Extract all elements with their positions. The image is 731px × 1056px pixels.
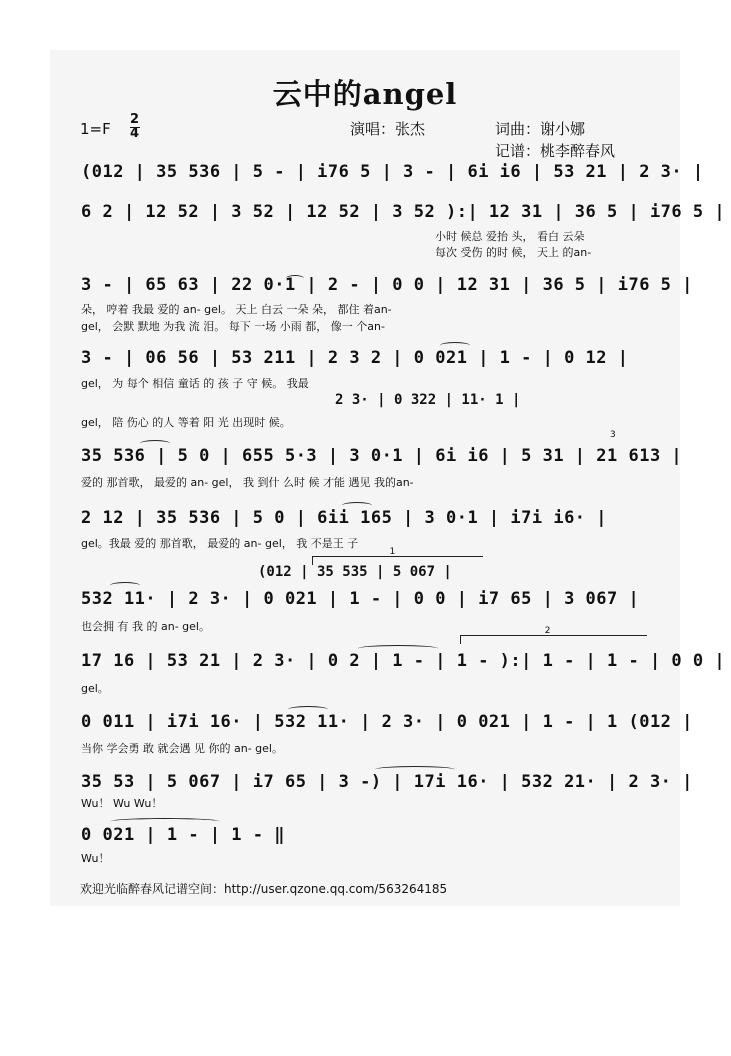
triplet-label: 3 <box>610 430 616 440</box>
score-sheet <box>50 50 726 906</box>
score-row-4: 3 - | 06 56 | 53 211 | 2 3 2 | 0 021 | 1 - | 0 12 | <box>81 348 629 368</box>
lyric-row-10-line-1: Wu！ Wu Wu！ <box>81 797 163 810</box>
tie-mark-3 <box>342 502 372 509</box>
triplet-mark <box>286 275 304 282</box>
lyric-row-3-line-2: gel， 会默 默地 为我 流 泪。 每下 一场 小雨 都， 像一 个an- <box>81 320 385 333</box>
tie-mark-8 <box>110 818 220 825</box>
tie-mark-4 <box>110 582 140 589</box>
lyric-row-4-line-2: gel， 陪 伤心 的人 等着 阳 光 出现时 候。 <box>81 416 291 429</box>
lyric-row-11-line-1: Wu！ <box>81 852 110 865</box>
score-row-8: 17 16 | 53 21 | 2 3· | 0 2 | 1 - | 1 - ):| 1 - | 1 - | 0 0 | <box>81 651 726 671</box>
lyric-row-3-line-1: 朵， 哼着 我最 爱的 an- gel。 天上 白云 一朵 朵， 都住 着an- <box>81 303 392 316</box>
lyric-row-9-line-1: 当你 学会勇 敢 就会遇 见 你的 an- gel。 <box>81 742 283 755</box>
score-row-2: 6 2 | 12 52 | 3 52 | 12 52 | 3 52 ):| 12 31 | 36 5 | i76 5 | <box>81 202 726 222</box>
score-row-1: (012 | 35 536 | 5 - | i76 5 | 3 - | 6i i6 | 53 21 | 2 3· | <box>81 162 704 182</box>
key-signature: 1=F <box>80 120 111 138</box>
footer-text: 欢迎光临醉春风记谱空间：http://user.qzone.qq.com/563264185 <box>80 882 448 896</box>
volta-1-label: 1 <box>389 547 396 557</box>
score-row-9: 0 011 | i7i 16· | 532 11· | 2 3· | 0 021 | 1 - | 1 (012 | <box>81 712 693 732</box>
lyric-row-5-line-1: 爱的 那首歌， 最爱的 an- gel， 我 到什 么时 候 才能 遇见 我的an- <box>81 476 414 489</box>
volta-2-bracket <box>460 626 647 644</box>
tie-mark-5 <box>358 645 438 652</box>
lyric-row-6-line-1: gel。我最 爱的 那首歌， 最爱的 an- gel， 我 不是王 子 <box>81 537 359 550</box>
lyric-row-2-line-2: 每次 受伤 的时 候， 天上 的an- <box>435 246 592 259</box>
alternate-melody-row-4: 2 3· | 0 322 | 11· 1 | <box>335 392 521 408</box>
singer-credit: 演唱：张杰 <box>350 120 426 138</box>
transcriber-credit: 记谱：桃李醉春风 <box>495 142 616 160</box>
lyric-row-2-line-1: 小时 候总 爱抬 头， 看白 云朵 <box>435 230 585 243</box>
time-signature-top: 2 <box>130 112 140 127</box>
volta-2-label: 2 <box>544 626 551 636</box>
score-row-11: 0 021 | 1 - | 1 - ‖ <box>81 825 285 845</box>
alternate-melody-row-7: (012 | 35 535 | 5 067 | <box>258 564 452 580</box>
lyric-row-8-line-1: gel。 <box>81 682 109 695</box>
lyric-row-7-line-1: 也会拥 有 我 的 an- gel。 <box>81 620 210 633</box>
score-row-3: 3 - | 65 63 | 22 0·1 | 2 - | 0 0 | 12 31 | 36 5 | i76 5 | <box>81 275 693 295</box>
time-signature-bottom: 4 <box>130 126 140 141</box>
song-title: 云中的angel <box>272 77 458 111</box>
lyricist-composer-credit: 词曲：谢小娜 <box>495 120 586 138</box>
score-row-5: 35 536 | 5 0 | 655 5·3 | 3 0·1 | 6i i6 | 5 31 | 21 613 | <box>81 446 683 466</box>
lyric-row-4-line-1: gel， 为 每个 相信 童话 的 孩 子 守 候。 我最 <box>81 377 309 390</box>
tie-mark-2 <box>140 440 170 447</box>
score-row-10: 35 53 | 5 067 | i7 65 | 3 -) | 17i 16· | 532 21· | 2 3· | <box>81 772 693 792</box>
tie-mark-7 <box>375 766 455 773</box>
score-row-7: 532 11· | 2 3· | 0 021 | 1 - | 0 0 | i7 65 | 3 067 | <box>81 589 640 609</box>
tie-mark <box>440 342 470 349</box>
score-row-6: 2 12 | 35 536 | 5 0 | 6ii 165 | 3 0·1 | i7i i6· | <box>81 508 608 528</box>
tie-mark-6 <box>288 706 328 713</box>
